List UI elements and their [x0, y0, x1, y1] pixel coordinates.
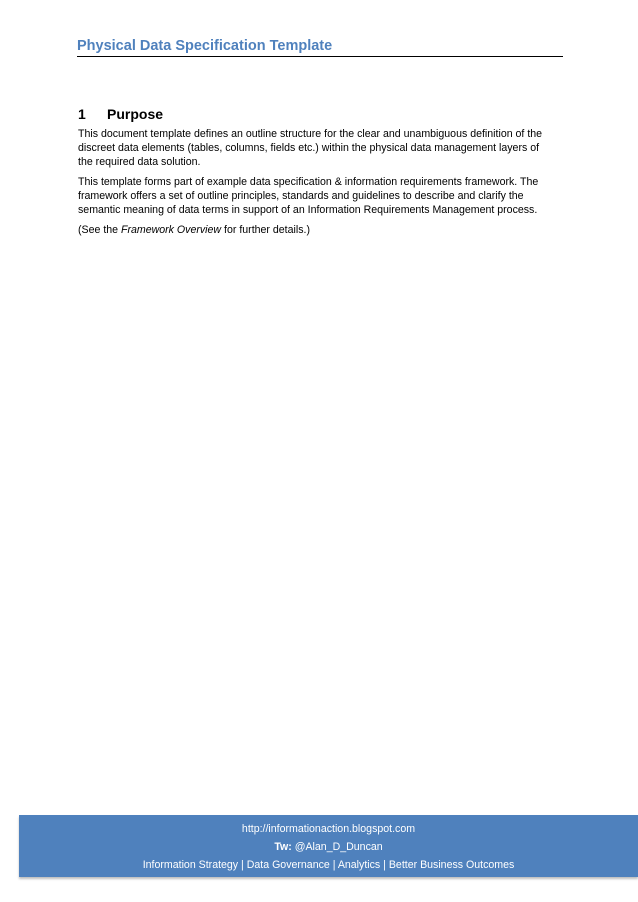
footer-twitter — [19, 840, 638, 854]
paragraph-line: framework offers a set of outline principles, standards and guidelines to describe and clarify the — [78, 190, 524, 202]
framework-overview-reference: Framework Overview — [121, 224, 222, 236]
footer-tagline: Information Strategy | Data Governance | Analytics | Better Business Outcomes — [142, 859, 515, 871]
section-title: Purpose — [107, 106, 164, 122]
document-title: Physical Data Specification Template — [77, 38, 333, 54]
section-heading — [78, 105, 163, 123]
footer-band — [19, 815, 638, 877]
paragraph-line: This document template defines an outline structure for the clear and unambiguous definition of the — [78, 128, 543, 140]
purpose-paragraph-1 — [78, 127, 558, 169]
section-number: 1 — [78, 106, 86, 122]
paragraph-line: This template forms part of example data specification & information requirements framework. The — [78, 176, 539, 188]
purpose-paragraph-3 — [78, 223, 558, 237]
twitter-handle: @Alan_D_Duncan — [291, 841, 383, 853]
paragraph-line: the required data solution. — [78, 156, 201, 168]
footer-url[interactable]: http://informationaction.blogspot.com — [241, 823, 416, 835]
title-underline-divider — [77, 56, 563, 57]
reference-suffix: for further details.) — [221, 224, 310, 236]
purpose-paragraph-2 — [78, 175, 558, 217]
paragraph-line: discreet data elements (tables, columns, fields etc.) within the physical data management layers of — [78, 142, 540, 154]
section-body — [78, 127, 558, 243]
twitter-label: Tw: — [274, 841, 292, 853]
reference-prefix: (See the — [78, 224, 121, 236]
paragraph-line: semantic meaning of data terms in support of an Information Requirements Management process. — [78, 204, 538, 216]
